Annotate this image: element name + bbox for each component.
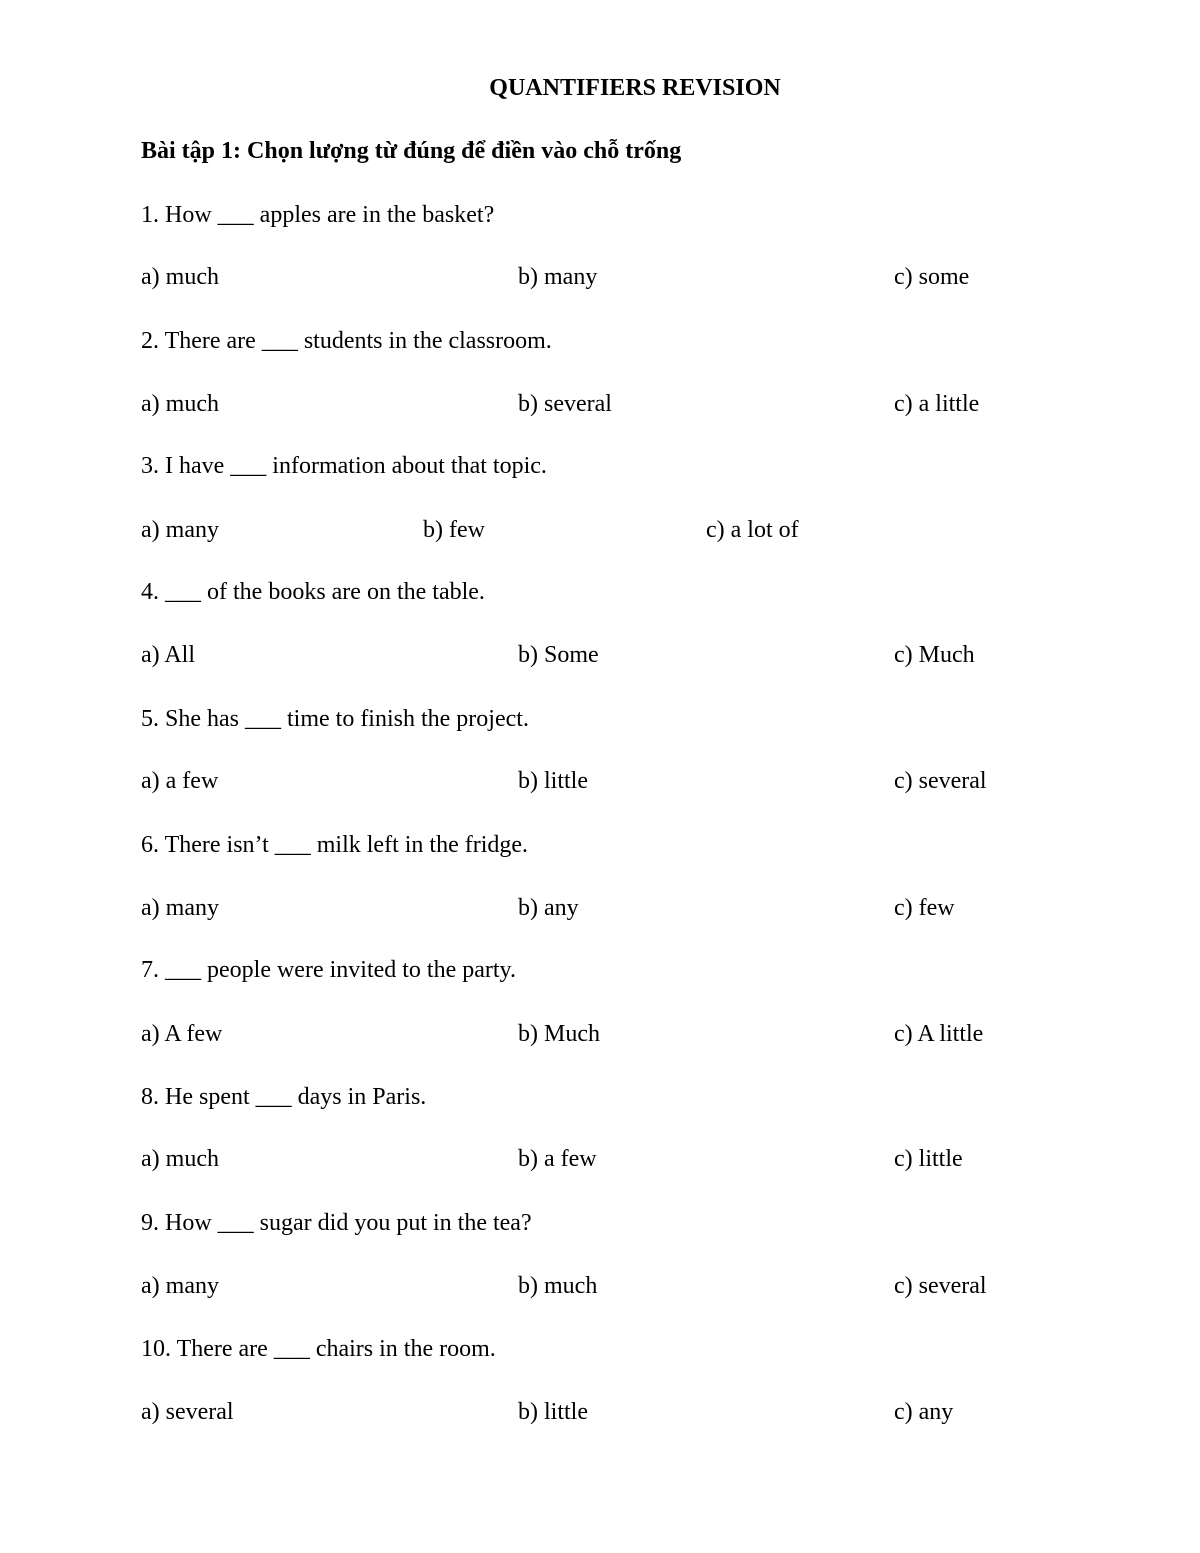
option-a: a) much	[141, 391, 219, 417]
option-a: a) several	[141, 1399, 234, 1425]
option-c: c) a little	[894, 391, 980, 417]
option-b: b) a few	[518, 1146, 597, 1172]
option-c: c) a lot of	[706, 517, 799, 543]
option-c: c) any	[894, 1399, 954, 1425]
option-c: c) several	[894, 768, 987, 794]
question-text: 3. I have ___ information about that topic.	[141, 453, 547, 479]
option-b: b) few	[423, 517, 485, 543]
question-text: 10. There are ___ chairs in the room.	[141, 1336, 496, 1362]
question-text: 9. How ___ sugar did you put in the tea?	[141, 1210, 532, 1236]
question-text: 6. There isn’t ___ milk left in the fridge.	[141, 832, 529, 858]
option-b: b) many	[518, 264, 598, 290]
option-a: a) many	[141, 895, 219, 921]
question-text: 5. She has ___ time to finish the project.	[141, 706, 529, 732]
option-a: a) much	[141, 1146, 219, 1172]
option-c: c) few	[894, 895, 955, 921]
question-text: 2. There are ___ students in the classroom.	[141, 328, 552, 354]
option-a: a) many	[141, 1273, 219, 1299]
option-b: b) Some	[518, 642, 599, 668]
option-a: a) A few	[141, 1021, 223, 1047]
page-title: QUANTIFIERS REVISION	[489, 75, 781, 101]
option-b: b) any	[518, 895, 579, 921]
question-text: 1. How ___ apples are in the basket?	[141, 202, 495, 228]
option-b: b) little	[518, 768, 588, 794]
question-text: 4. ___ of the books are on the table.	[141, 579, 485, 605]
option-c: c) several	[894, 1273, 987, 1299]
option-c: c) Much	[894, 642, 975, 668]
option-b: b) much	[518, 1273, 598, 1299]
option-a: a) much	[141, 264, 219, 290]
option-a: a) a few	[141, 768, 219, 794]
exercise-heading: Bài tập 1: Chọn lượng từ đúng để điền vào chỗ trống	[141, 138, 682, 164]
question-text: 8. He spent ___ days in Paris.	[141, 1084, 427, 1110]
option-c: c) little	[894, 1146, 963, 1172]
question-text: 7. ___ people were invited to the party.	[141, 957, 516, 983]
option-b: b) Much	[518, 1021, 600, 1047]
option-c: c) some	[894, 264, 970, 290]
option-b: b) little	[518, 1399, 588, 1425]
option-b: b) several	[518, 391, 612, 417]
option-c: c) A little	[894, 1021, 984, 1047]
option-a: a) All	[141, 642, 195, 668]
option-a: a) many	[141, 517, 219, 543]
